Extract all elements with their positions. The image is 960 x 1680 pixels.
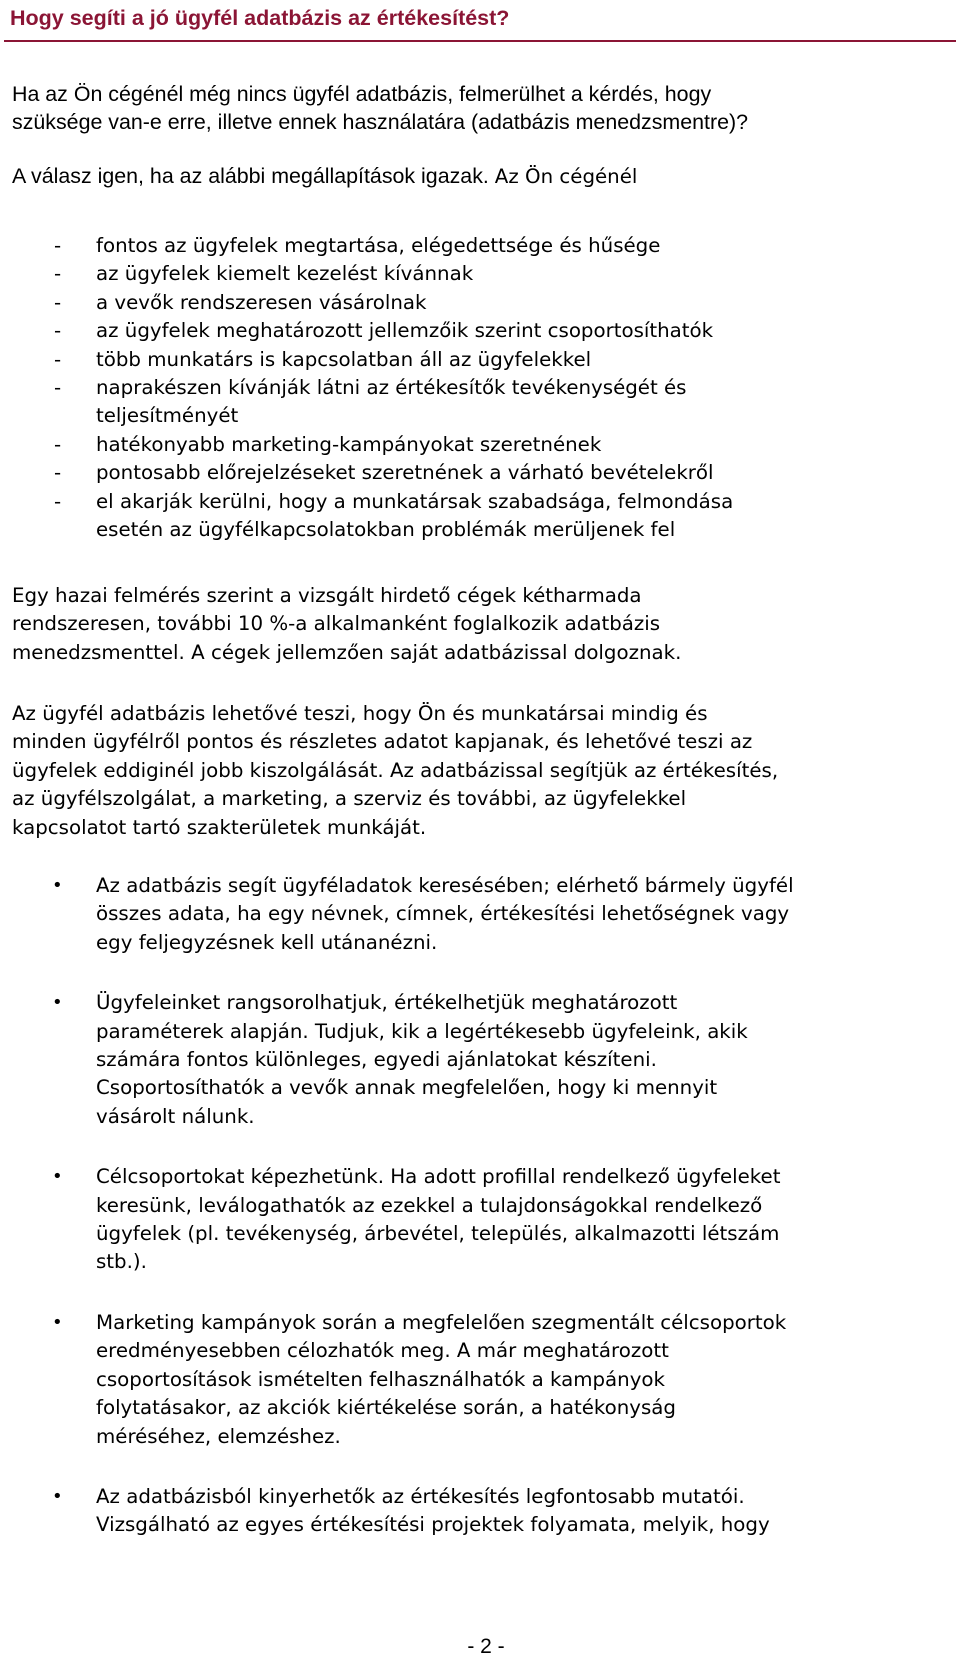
list-item-text: több munkatárs is kapcsolatban áll az ügyfelekkel	[96, 347, 592, 371]
list-item	[12, 488, 956, 545]
bullet-marker: •	[52, 1485, 63, 1507]
list-item	[12, 459, 956, 487]
list-item	[12, 872, 956, 957]
page-number	[0, 1633, 960, 1661]
list-item	[12, 1483, 956, 1540]
dash-marker: -	[54, 432, 62, 456]
dash-marker: -	[54, 319, 62, 343]
list-item-text: fontos az ügyfelek megtartása, elégedettsége és hűsége	[96, 234, 661, 257]
bullet-marker: •	[52, 1311, 63, 1333]
list-item-text: hatékonyabb marketing-kampányokat szeretnének	[96, 432, 602, 456]
list-item-text: az ügyfelek meghatározott jellemzőik szerint csoportosíthatók	[96, 319, 714, 343]
intro-line-3-main: A válasz igen, ha az alábbi megállapítások igazak.	[12, 164, 489, 188]
page-number-text: - 2 -	[467, 1635, 505, 1658]
list-item-text: naprakészen kívánják látni az értékesítők tevékenységét és teljesítményét	[96, 376, 687, 428]
dash-marker: -	[54, 489, 62, 513]
list-item	[12, 989, 956, 1131]
intro-line-3-tail: Az Ön cégénél	[494, 165, 638, 188]
bullet-marker: •	[52, 992, 63, 1014]
list-item	[12, 1163, 956, 1277]
intro-line-2: szüksége van-e erre, illetve ennek használatára (adatbázis menedzsmentre)?	[12, 110, 748, 134]
dash-marker: -	[54, 290, 62, 314]
dash-marker: -	[54, 262, 62, 286]
dash-marker: -	[54, 461, 62, 485]
page-heading: Hogy segíti a jó ügyfél adatbázis az értékesítést?	[10, 6, 510, 30]
survey-paragraph: Egy hazai felmérés szerint a vizsgált hirdető cégek kétharmada rendszeresen, további 10 %-a alkalmanként foglalkozik adatbázis menedzsmenttel. A cégek jellemzően saját adatbázissal dolgoznak.	[12, 584, 682, 664]
features-bullet-list	[12, 872, 956, 1540]
list-item-text: el akarják kerülni, hogy a munkatársak szabadsága, felmondása esetén az ügyfélkapcsolatokban problémák merüljenek fel	[96, 489, 734, 542]
list-item	[12, 289, 956, 317]
list-item-text: Az adatbázisból kinyerhetők az értékesítés legfontosabb mutatói. Vizsgálható az egyes értékesítési projektek folyamata, melyik, hogy	[96, 1484, 770, 1537]
list-item	[12, 374, 956, 431]
dash-marker: -	[54, 234, 62, 257]
list-item-text: Ügyfeleinket rangsorolhatjuk, értékelhetjük meghatározott paraméterek alapján. Tudjuk, kik a legértékesebb ügyfeleink, akik számára fontos különleges, egyedi ajánlatokat készíteni. Csoportosíthatók a vevők annak megfelelően, hogy ki mennyit vásárolt nálunk.	[96, 991, 748, 1128]
list-item	[12, 431, 956, 459]
list-item-text: a vevők rendszeresen vásárolnak	[96, 290, 427, 314]
criteria-dash-list	[12, 232, 956, 544]
list-item-text: Marketing kampányok során a megfelelően szegmentált célcsoportok eredményesebben célozhatók meg. A már meghatározott csoportosítások ismételten felhasználhatók a kampányok folytatásakor, az akciók kiértékelése során, a hatékonyság méréséhez, elemzéshez.	[96, 1310, 787, 1448]
dash-marker: -	[54, 376, 62, 400]
list-item-text: Az adatbázis segít ügyféladatok keresésében; elérhető bármely ügyfél összes adata, ha egy névnek, címnek, értékesítési lehetőségnek vagy egy feljegyzésnek kell utánanézni.	[96, 874, 794, 954]
dash-marker: -	[54, 347, 62, 371]
bullet-marker: •	[52, 1166, 63, 1188]
list-item	[12, 317, 956, 345]
list-item	[12, 232, 956, 260]
list-item-text: az ügyfelek kiemelt kezelést kívánnak	[96, 262, 474, 286]
intro-line-1: Ha az Ön cégénél még nincs ügyfél adatbázis, felmerülhet a kérdés, hogy	[12, 82, 712, 106]
list-item-text: pontosabb előrejelzéseket szeretnének a várható bevételekről	[96, 461, 714, 485]
intro-line-3	[12, 162, 956, 191]
list-item	[12, 1309, 956, 1451]
list-item	[12, 260, 956, 288]
benefit-paragraph: Az ügyfél adatbázis lehetővé teszi, hogy Ön és munkatársai mindig és minden ügyfélről pontos és részletes adatot kapjanak, és lehetővé teszi az ügyfelek eddiginél jobb kiszolgálását. Az adatbázissal segítjük az értékesítés, az ügyfélszolgálat, a marketing, a szerviz és további, az ügyfelekkel kapcsolatot tartó szakterületek munkáját.	[12, 702, 779, 839]
bullet-marker: •	[52, 875, 63, 896]
list-item-text: Célcsoportokat képezhetünk. Ha adott profillal rendelkező ügyfeleket keresünk, leválogathatók az ezekkel a tulajdonságokkal rendelkező ügyfelek (pl. tevékenység, árbevétel, település, alkalmazotti létszám stb.).	[96, 1165, 781, 1274]
heading-divider	[4, 40, 956, 42]
list-item	[12, 346, 956, 374]
